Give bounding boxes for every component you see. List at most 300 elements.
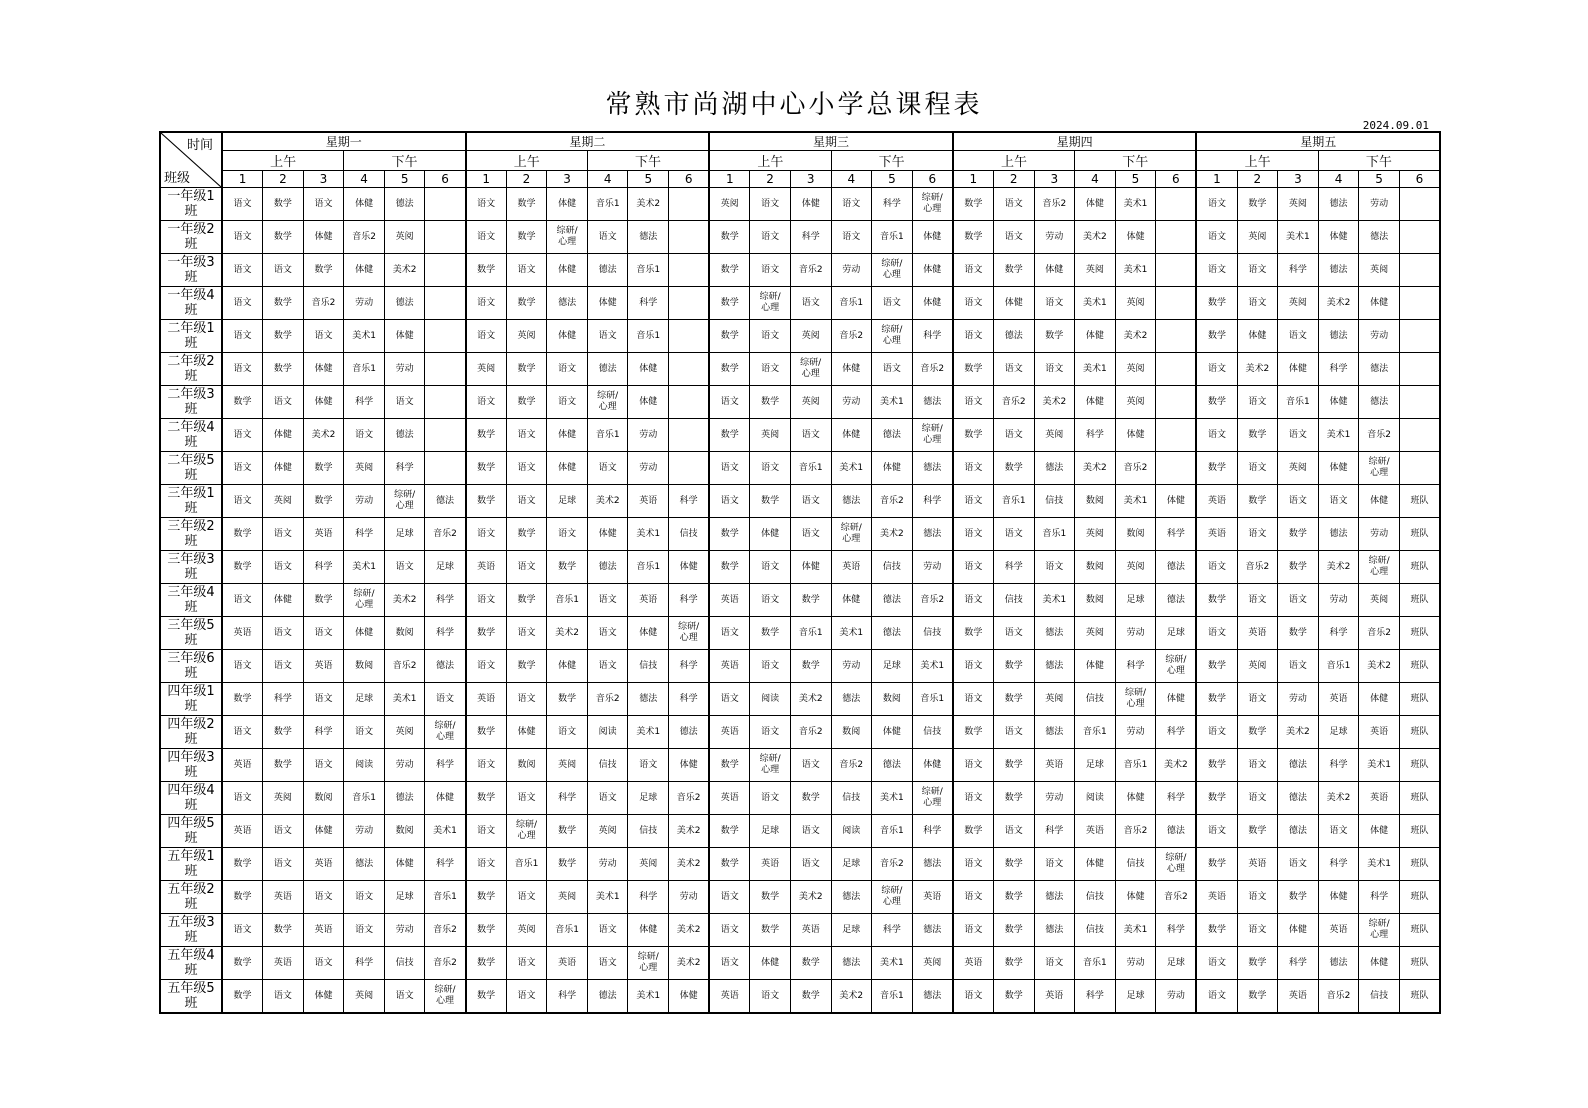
subject-cell: 语文 — [263, 848, 304, 881]
subject-cell: 音乐2 — [425, 947, 466, 980]
subject-cell: 体健 — [628, 386, 669, 419]
subject-cell: 综研/ 心理 — [831, 518, 872, 551]
subject-cell: 语文 — [1278, 584, 1319, 617]
subject-cell: 数学 — [953, 353, 994, 386]
subject-cell: 数学 — [263, 221, 304, 254]
subject-cell: 数学 — [1278, 881, 1319, 914]
class-name: 三年级6 班 — [167, 651, 215, 681]
subject-cell — [1399, 419, 1440, 452]
subject-cell: 数学 — [993, 254, 1034, 287]
subject-cell: 语文 — [384, 551, 425, 584]
subject-cell: 科学 — [1156, 914, 1197, 947]
subject-cell: 数学 — [1196, 320, 1237, 353]
subject-cell: 语文 — [1196, 617, 1237, 650]
subject-cell — [669, 221, 710, 254]
subject-cell: 科学 — [669, 683, 710, 716]
subject-cell: 音乐2 — [790, 716, 831, 749]
subject-cell: 科学 — [993, 551, 1034, 584]
subject-cell: 劳动 — [1115, 617, 1156, 650]
subject-cell: 科学 — [1278, 947, 1319, 980]
subject-cell: 语文 — [750, 320, 791, 353]
subject-cell: 语文 — [1034, 551, 1075, 584]
subject-cell — [1399, 254, 1440, 287]
subject-cell: 体健 — [1075, 650, 1116, 683]
class-name-cell — [160, 914, 222, 947]
class-name: 五年级4 班 — [167, 948, 215, 978]
subject-cell: 语文 — [790, 749, 831, 782]
subject-cell: 数学 — [993, 881, 1034, 914]
subject-cell: 信技 — [669, 518, 710, 551]
subject-cell: 英语 — [1196, 881, 1237, 914]
subject-cell: 综研/ 心理 — [587, 386, 628, 419]
subject-cell: 劳动 — [1156, 980, 1197, 1014]
subject-cell: 语文 — [1196, 221, 1237, 254]
subject-cell: 劳动 — [669, 881, 710, 914]
subject-cell: 班队 — [1399, 683, 1440, 716]
subject-cell: 语文 — [222, 353, 263, 386]
subject-cell: 英阅 — [1034, 419, 1075, 452]
subject-cell: 数学 — [709, 815, 750, 848]
subject-cell: 语文 — [709, 914, 750, 947]
subject-cell: 语文 — [1196, 419, 1237, 452]
subject-cell: 语文 — [953, 914, 994, 947]
subject-cell: 语文 — [790, 485, 831, 518]
morning-header: 上午 — [953, 151, 1075, 171]
subject-cell: 语文 — [953, 518, 994, 551]
subject-cell: 音乐1 — [1075, 947, 1116, 980]
class-name-cell — [160, 815, 222, 848]
subject-cell: 德法 — [1278, 815, 1319, 848]
afternoon-header: 下午 — [1075, 151, 1197, 171]
subject-cell: 英阅 — [750, 419, 791, 452]
subject-cell: 语文 — [1034, 287, 1075, 320]
subject-cell: 语文 — [222, 716, 263, 749]
class-name: 二年级3 班 — [167, 387, 215, 417]
subject-cell: 英语 — [303, 650, 344, 683]
subject-cell: 数学 — [750, 386, 791, 419]
subject-cell: 数学 — [466, 485, 507, 518]
subject-cell: 德法 — [587, 980, 628, 1014]
subject-cell: 数学 — [953, 617, 994, 650]
subject-cell: 音乐2 — [872, 848, 913, 881]
subject-cell: 数学 — [1196, 914, 1237, 947]
subject-cell: 语文 — [709, 947, 750, 980]
subject-cell: 足球 — [384, 518, 425, 551]
subject-cell: 英阅 — [263, 485, 304, 518]
day-header: 星期四 — [953, 132, 1197, 151]
subject-cell: 劳动 — [1034, 782, 1075, 815]
subject-cell: 数学 — [1196, 452, 1237, 485]
subject-cell: 英语 — [790, 914, 831, 947]
subject-cell: 语文 — [953, 650, 994, 683]
subject-cell: 语文 — [790, 815, 831, 848]
subject-cell — [669, 320, 710, 353]
subject-cell: 音乐2 — [425, 914, 466, 947]
subject-cell: 德法 — [628, 221, 669, 254]
subject-cell: 体健 — [628, 914, 669, 947]
subject-cell: 数学 — [466, 716, 507, 749]
table-row — [160, 617, 1440, 650]
subject-cell: 美术2 — [1318, 782, 1359, 815]
subject-cell: 综研/ 心理 — [1359, 452, 1400, 485]
subject-cell: 班队 — [1399, 584, 1440, 617]
subject-cell: 美术2 — [790, 881, 831, 914]
subject-cell: 德法 — [425, 650, 466, 683]
subject-cell: 音乐1 — [872, 815, 913, 848]
subject-cell: 语文 — [993, 221, 1034, 254]
subject-cell: 数学 — [1196, 650, 1237, 683]
class-name-cell — [160, 881, 222, 914]
subject-cell: 体健 — [344, 188, 385, 221]
subject-cell: 综研/ 心理 — [750, 287, 791, 320]
subject-cell: 美术1 — [1034, 584, 1075, 617]
subject-cell: 班队 — [1399, 485, 1440, 518]
subject-cell: 数学 — [993, 914, 1034, 947]
subject-cell: 体健 — [303, 221, 344, 254]
subject-cell: 语文 — [1237, 683, 1278, 716]
subject-cell: 综研/ 心理 — [1156, 650, 1197, 683]
subject-cell: 科学 — [628, 881, 669, 914]
subject-cell: 数学 — [709, 221, 750, 254]
subject-cell: 数阅 — [1115, 518, 1156, 551]
subject-cell: 音乐1 — [1034, 518, 1075, 551]
subject-cell: 班队 — [1399, 947, 1440, 980]
subject-cell — [669, 419, 710, 452]
subject-cell: 数学 — [1196, 848, 1237, 881]
subject-cell: 数学 — [222, 980, 263, 1014]
subject-cell: 德法 — [384, 782, 425, 815]
subject-cell: 语文 — [750, 551, 791, 584]
table-row — [160, 188, 1440, 221]
subject-cell: 体健 — [1115, 881, 1156, 914]
time-label: 时间 — [187, 138, 214, 153]
subject-cell: 语文 — [1196, 815, 1237, 848]
subject-cell: 数学 — [750, 485, 791, 518]
subject-cell: 语文 — [587, 782, 628, 815]
subject-cell: 语文 — [993, 353, 1034, 386]
subject-cell: 足球 — [1115, 584, 1156, 617]
table-row — [160, 287, 1440, 320]
subject-cell: 音乐1 — [587, 188, 628, 221]
subject-cell: 英语 — [750, 848, 791, 881]
subject-cell: 科学 — [790, 221, 831, 254]
subject-cell: 语文 — [1278, 848, 1319, 881]
subject-cell: 语文 — [872, 353, 913, 386]
subject-cell: 足球 — [1156, 617, 1197, 650]
subject-cell: 数学 — [993, 683, 1034, 716]
subject-cell: 语文 — [466, 188, 507, 221]
subject-cell: 音乐2 — [1359, 419, 1400, 452]
subject-cell: 语文 — [303, 683, 344, 716]
class-name: 五年级1 班 — [167, 849, 215, 879]
subject-cell: 数学 — [790, 782, 831, 815]
subject-cell: 语文 — [547, 716, 588, 749]
subject-cell — [1156, 419, 1197, 452]
subject-cell: 音乐2 — [1359, 617, 1400, 650]
subject-cell: 科学 — [912, 320, 953, 353]
subject-cell: 综研/ 心理 — [750, 749, 791, 782]
subject-cell: 劳动 — [1115, 947, 1156, 980]
subject-cell: 英语 — [709, 782, 750, 815]
subject-cell: 信技 — [1359, 980, 1400, 1014]
class-name-cell — [160, 980, 222, 1014]
subject-cell: 语文 — [222, 287, 263, 320]
subject-cell: 数学 — [222, 551, 263, 584]
subject-cell: 美术2 — [547, 617, 588, 650]
subject-cell: 班队 — [1399, 749, 1440, 782]
class-name: 二年级1 班 — [167, 321, 215, 351]
subject-cell: 语文 — [709, 485, 750, 518]
subject-cell: 体健 — [1156, 485, 1197, 518]
table-row — [160, 914, 1440, 947]
subject-cell: 语文 — [831, 221, 872, 254]
subject-cell: 综研/ 心理 — [790, 353, 831, 386]
subject-cell: 德法 — [384, 419, 425, 452]
subject-cell: 科学 — [303, 551, 344, 584]
subject-cell: 体健 — [1115, 419, 1156, 452]
class-name-cell — [160, 518, 222, 551]
subject-cell: 科学 — [912, 815, 953, 848]
subject-cell: 语文 — [587, 650, 628, 683]
period-header: 5 — [1115, 171, 1156, 188]
subject-cell: 英阅 — [1075, 518, 1116, 551]
subject-cell: 语文 — [466, 287, 507, 320]
subject-cell: 语文 — [750, 782, 791, 815]
subject-cell: 语文 — [344, 716, 385, 749]
subject-cell: 音乐2 — [1156, 881, 1197, 914]
subject-cell: 数学 — [222, 683, 263, 716]
subject-cell: 语文 — [790, 848, 831, 881]
table-row — [160, 749, 1440, 782]
afternoon-header: 下午 — [587, 151, 709, 171]
subject-cell: 数学 — [547, 683, 588, 716]
table-row — [160, 947, 1440, 980]
subject-cell: 科学 — [425, 584, 466, 617]
subject-cell: 信技 — [912, 716, 953, 749]
subject-cell: 数学 — [263, 353, 304, 386]
subject-cell: 科学 — [1278, 254, 1319, 287]
subject-cell: 美术2 — [1115, 320, 1156, 353]
afternoon-header: 下午 — [1318, 151, 1440, 171]
subject-cell: 语文 — [831, 188, 872, 221]
subject-cell: 综研/ 心理 — [872, 254, 913, 287]
subject-cell: 劳动 — [384, 353, 425, 386]
subject-cell: 劳动 — [344, 287, 385, 320]
subject-cell — [1156, 254, 1197, 287]
subject-cell: 英阅 — [912, 947, 953, 980]
subject-cell: 科学 — [547, 980, 588, 1014]
subject-cell: 德法 — [1359, 221, 1400, 254]
subject-cell: 语文 — [1237, 386, 1278, 419]
subject-cell: 美术2 — [790, 683, 831, 716]
subject-cell: 英语 — [628, 485, 669, 518]
subject-cell: 数阅 — [831, 716, 872, 749]
subject-cell: 数学 — [709, 518, 750, 551]
subject-cell: 体健 — [912, 221, 953, 254]
subject-cell: 语文 — [1278, 419, 1319, 452]
subject-cell: 德法 — [872, 584, 913, 617]
subject-cell: 数学 — [263, 320, 304, 353]
subject-cell: 英语 — [1359, 716, 1400, 749]
subject-cell: 数学 — [547, 815, 588, 848]
subject-cell: 美术1 — [1115, 485, 1156, 518]
subject-cell: 足球 — [831, 914, 872, 947]
subject-cell: 数学 — [506, 221, 547, 254]
subject-cell: 美术2 — [669, 947, 710, 980]
subject-cell: 语文 — [1034, 947, 1075, 980]
subject-cell: 英阅 — [1278, 287, 1319, 320]
class-name: 三年级5 班 — [167, 618, 215, 648]
class-name-cell — [160, 584, 222, 617]
class-name: 二年级4 班 — [167, 420, 215, 450]
subject-cell: 综研/ 心理 — [506, 815, 547, 848]
subject-cell: 语文 — [1196, 980, 1237, 1014]
subject-cell: 美术1 — [872, 782, 913, 815]
subject-cell: 数学 — [1237, 419, 1278, 452]
subject-cell: 体健 — [628, 617, 669, 650]
subject-cell: 数阅 — [1075, 485, 1116, 518]
subject-cell — [425, 320, 466, 353]
subject-cell: 班队 — [1399, 518, 1440, 551]
subject-cell: 综研/ 心理 — [872, 881, 913, 914]
subject-cell: 德法 — [831, 881, 872, 914]
period-header: 4 — [831, 171, 872, 188]
subject-cell: 科学 — [1318, 617, 1359, 650]
subject-cell: 班队 — [1399, 551, 1440, 584]
subject-cell: 数学 — [709, 353, 750, 386]
subject-cell: 美术2 — [1156, 749, 1197, 782]
subject-cell: 科学 — [344, 947, 385, 980]
subject-cell: 语文 — [263, 980, 304, 1014]
subject-cell: 美术1 — [1115, 914, 1156, 947]
subject-cell: 科学 — [1318, 749, 1359, 782]
subject-cell: 音乐1 — [628, 320, 669, 353]
table-row — [160, 320, 1440, 353]
day-header: 星期二 — [466, 132, 710, 151]
subject-cell: 语文 — [263, 518, 304, 551]
subject-cell: 语文 — [303, 320, 344, 353]
subject-cell: 美术2 — [669, 914, 710, 947]
subject-cell: 数学 — [506, 188, 547, 221]
subject-cell: 德法 — [1278, 749, 1319, 782]
subject-cell: 科学 — [1318, 848, 1359, 881]
class-name: 五年级2 班 — [167, 882, 215, 912]
subject-cell: 语文 — [872, 287, 913, 320]
subject-cell: 音乐2 — [669, 782, 710, 815]
subject-cell: 语文 — [547, 518, 588, 551]
subject-cell: 音乐1 — [628, 254, 669, 287]
subject-cell: 数阅 — [303, 782, 344, 815]
subject-cell: 美术2 — [669, 815, 710, 848]
day-header: 星期三 — [709, 132, 953, 151]
subject-cell: 体健 — [1075, 386, 1116, 419]
day-header: 星期一 — [222, 132, 466, 151]
subject-cell: 体健 — [831, 419, 872, 452]
subject-cell: 体健 — [912, 287, 953, 320]
subject-cell: 语文 — [587, 584, 628, 617]
subject-cell: 语文 — [466, 386, 507, 419]
subject-cell: 语文 — [587, 617, 628, 650]
afternoon-header: 下午 — [831, 151, 953, 171]
subject-cell: 语文 — [953, 584, 994, 617]
subject-cell: 数学 — [466, 914, 507, 947]
subject-cell: 美术2 — [1075, 221, 1116, 254]
subject-cell: 英语 — [1075, 815, 1116, 848]
subject-cell: 音乐1 — [425, 881, 466, 914]
subject-cell: 音乐1 — [547, 914, 588, 947]
subject-cell: 体健 — [263, 452, 304, 485]
subject-cell: 体健 — [384, 848, 425, 881]
table-row — [160, 452, 1440, 485]
subject-cell: 综研/ 心理 — [425, 716, 466, 749]
subject-cell — [1156, 353, 1197, 386]
subject-cell: 美术2 — [1318, 287, 1359, 320]
subject-cell: 数学 — [993, 650, 1034, 683]
subject-cell: 语文 — [1237, 914, 1278, 947]
subject-cell — [1399, 386, 1440, 419]
subject-cell: 数学 — [953, 419, 994, 452]
subject-cell: 科学 — [425, 848, 466, 881]
subject-cell: 音乐1 — [993, 485, 1034, 518]
subject-cell: 劳动 — [628, 419, 669, 452]
subject-cell: 体健 — [1075, 848, 1116, 881]
subject-cell: 英语 — [222, 815, 263, 848]
corner-header — [160, 132, 222, 188]
subject-cell: 语文 — [263, 254, 304, 287]
subject-cell: 语文 — [709, 683, 750, 716]
subject-cell: 劳动 — [344, 485, 385, 518]
subject-cell: 英阅 — [1237, 650, 1278, 683]
subject-cell: 美术1 — [384, 683, 425, 716]
table-row — [160, 254, 1440, 287]
subject-cell: 美术2 — [587, 485, 628, 518]
subject-cell — [669, 452, 710, 485]
subject-cell: 语文 — [587, 320, 628, 353]
subject-cell — [425, 419, 466, 452]
subject-cell: 科学 — [1034, 815, 1075, 848]
table-row — [160, 815, 1440, 848]
subject-cell: 语文 — [506, 881, 547, 914]
subject-cell: 语文 — [263, 650, 304, 683]
subject-cell: 体健 — [669, 980, 710, 1014]
class-name-cell — [160, 749, 222, 782]
subject-cell: 信技 — [587, 749, 628, 782]
period-header: 6 — [1156, 171, 1197, 188]
subject-cell: 科学 — [1075, 980, 1116, 1014]
subject-cell: 英阅 — [506, 320, 547, 353]
subject-cell: 数学 — [466, 254, 507, 287]
subject-cell: 劳动 — [587, 848, 628, 881]
subject-cell: 足球 — [1115, 980, 1156, 1014]
table-row — [160, 386, 1440, 419]
subject-cell: 音乐1 — [1318, 650, 1359, 683]
subject-cell: 体健 — [303, 815, 344, 848]
subject-cell: 信技 — [1034, 485, 1075, 518]
subject-cell: 语文 — [750, 650, 791, 683]
subject-cell: 体健 — [1237, 320, 1278, 353]
subject-cell: 德法 — [912, 980, 953, 1014]
class-name-cell — [160, 485, 222, 518]
subject-cell: 音乐2 — [1115, 815, 1156, 848]
subject-cell: 美术1 — [872, 386, 913, 419]
subject-cell: 德法 — [384, 287, 425, 320]
subject-cell: 数学 — [303, 584, 344, 617]
subject-cell: 音乐2 — [912, 584, 953, 617]
class-name: 四年级1 班 — [167, 684, 215, 714]
subject-cell: 数学 — [790, 650, 831, 683]
subject-cell: 音乐2 — [587, 683, 628, 716]
subject-cell: 语文 — [506, 947, 547, 980]
